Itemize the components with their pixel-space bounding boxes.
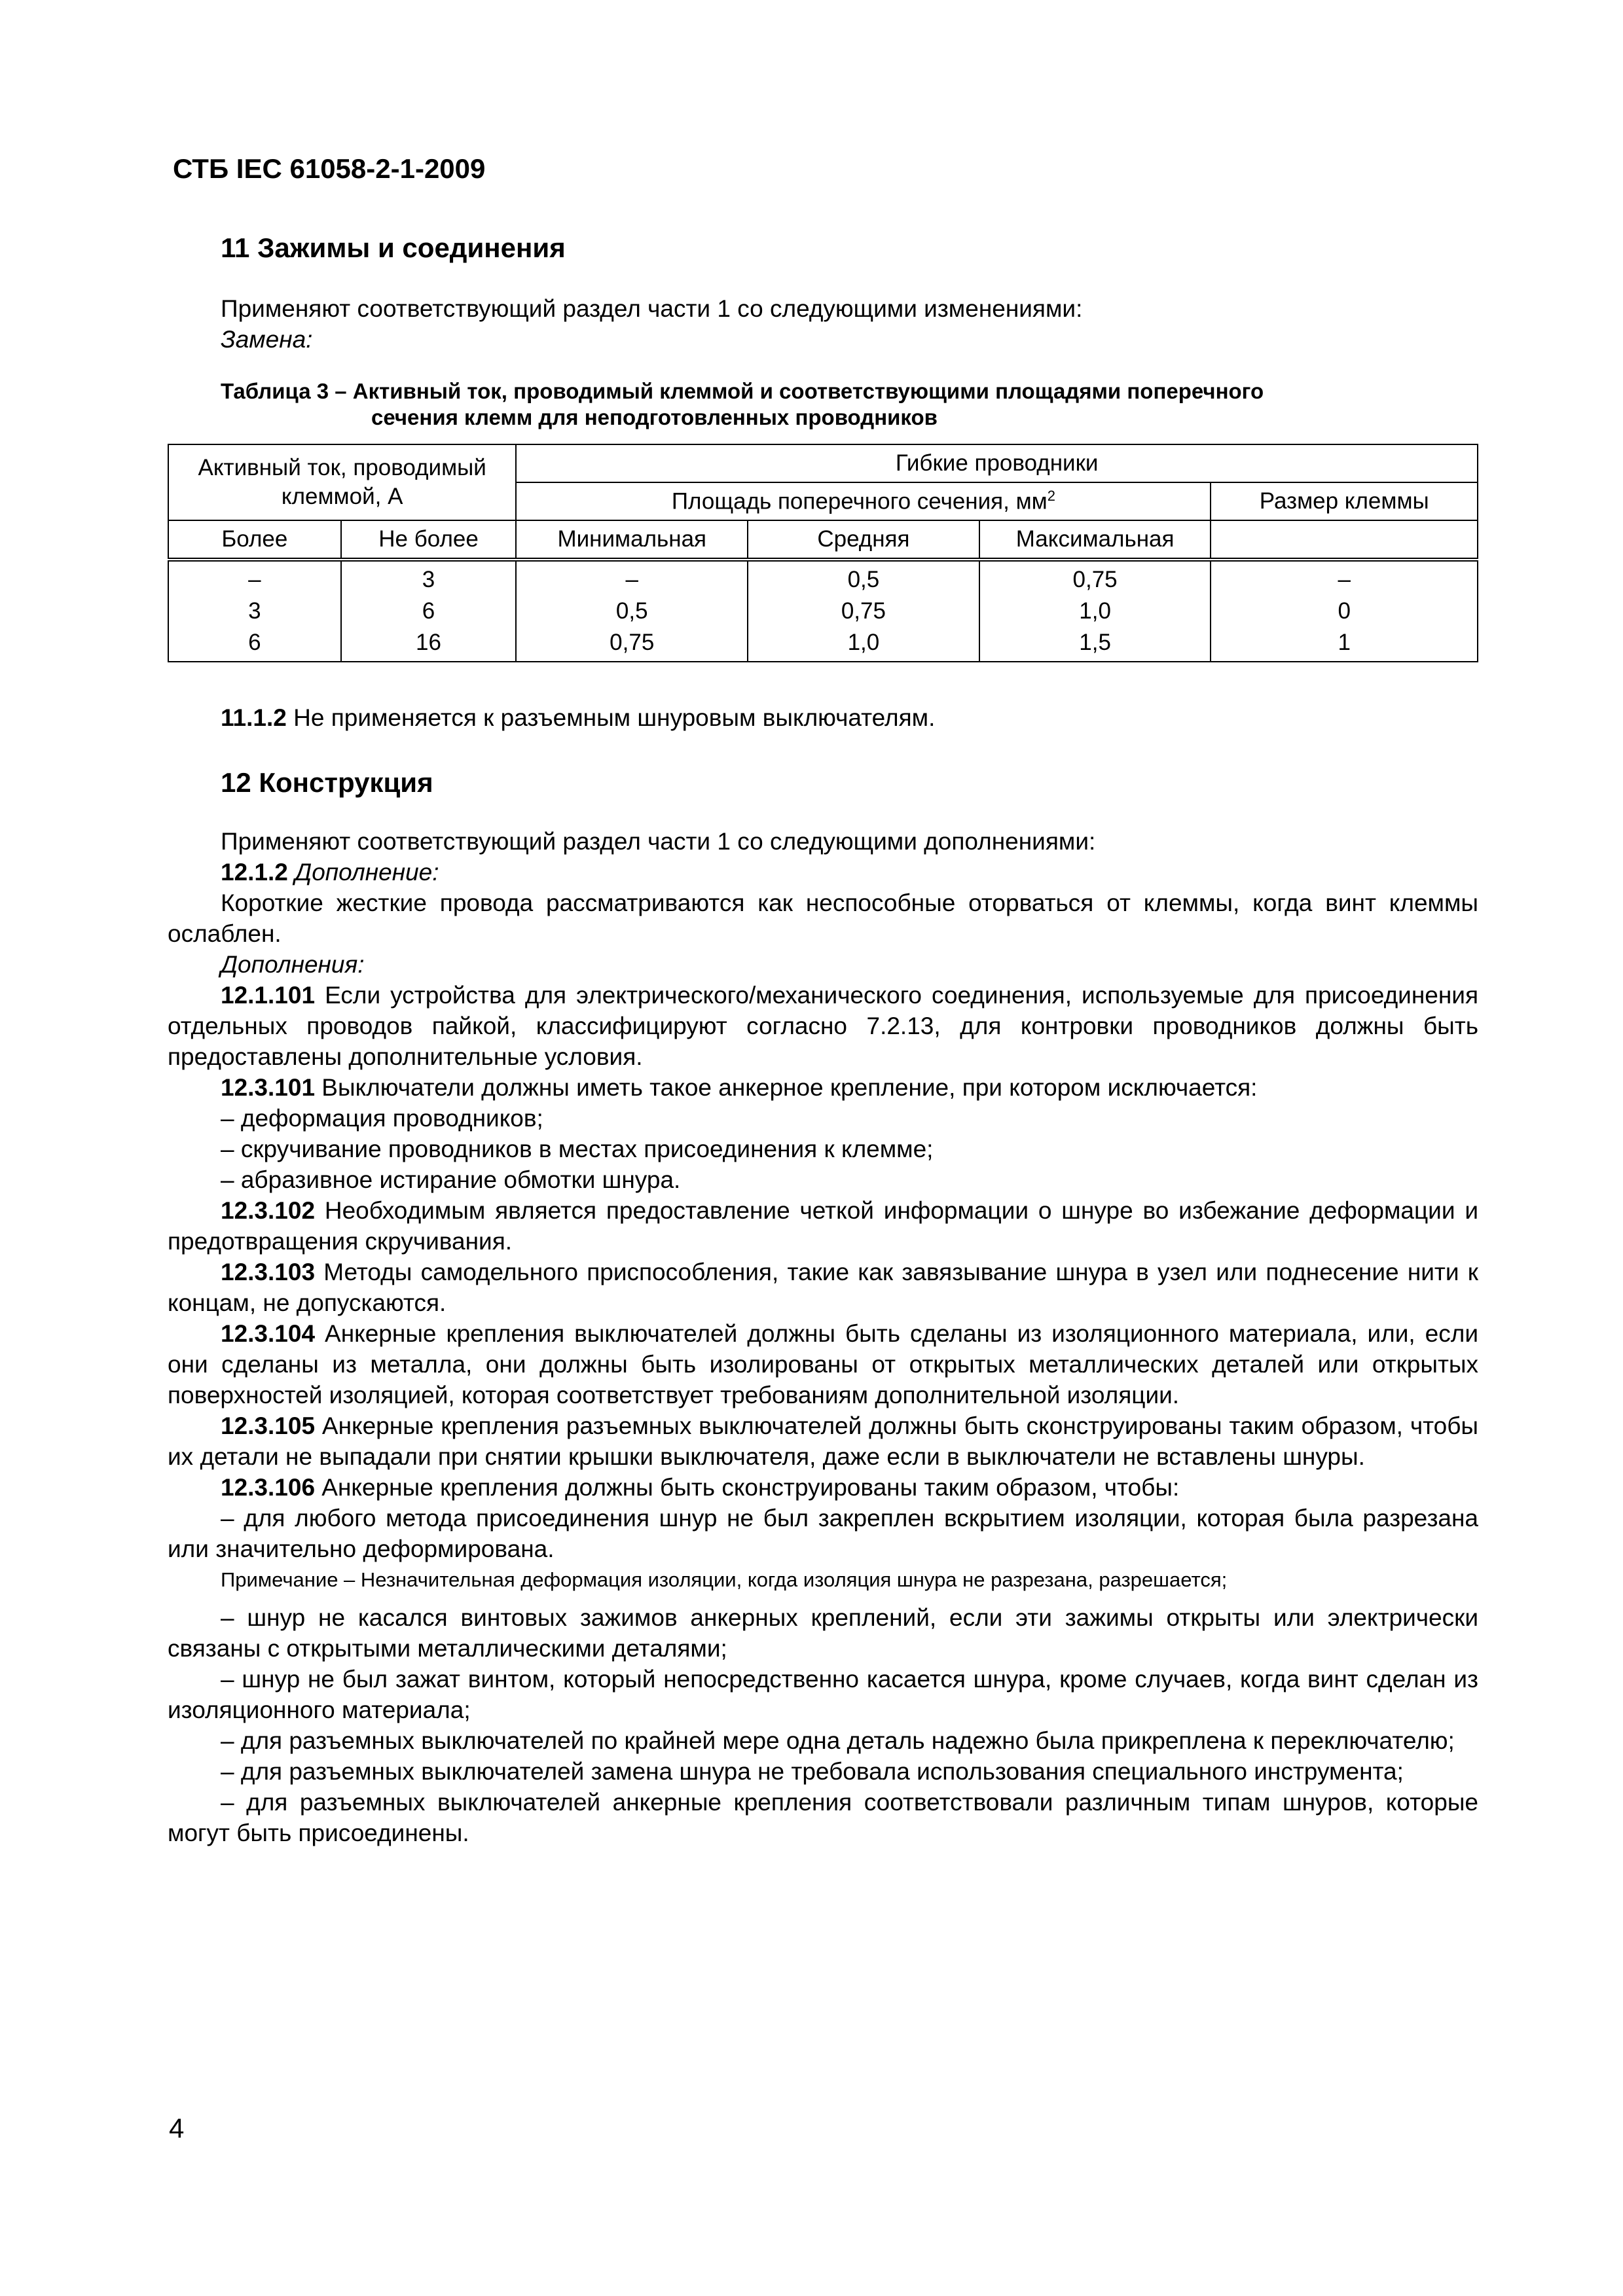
standard-code-header: СТБ IEC 61058-2-1-2009 bbox=[173, 153, 486, 184]
paragraph-12-3-105-text: Анкерные крепления разъемных выключателей должны быть сконструированы таким образом, чтобы их детали не выпадали при снятии крышки выключателя, даже если в выключатели не вставлены шнуры. bbox=[168, 1412, 1478, 1470]
list-item: – скручивание проводников в местах присоединения к клемме; bbox=[221, 1136, 934, 1162]
section-12-body bbox=[168, 826, 1478, 1848]
section-11-intro: Применяют соответствующий раздел части 1 со следующими изменениями: bbox=[221, 295, 1083, 322]
list-item: – для разъемных выключателей замена шнура не требовала использования специального инструмента; bbox=[221, 1758, 1404, 1785]
table-3 bbox=[168, 444, 1478, 662]
cell-more-values: – 3 6 bbox=[168, 560, 341, 662]
table-caption bbox=[221, 378, 1264, 431]
paragraph-11-1-2 bbox=[168, 702, 1478, 733]
cell-not-more-values: 3 6 16 bbox=[341, 560, 517, 662]
paragraph-12-1-2-label: Дополнение: bbox=[287, 859, 439, 886]
paragraph-12-3-103-number: 12.3.103 bbox=[221, 1259, 316, 1285]
paragraph-12-1-101-text: Если устройства для электрического/механического соединения, используемые для присоединения отдельных проводов пайкой, классифицируют согласно 7.2.13, для контровки проводников должны быть предоставлены дополнительные условия. bbox=[168, 982, 1478, 1070]
paragraph-12-3-104-number: 12.3.104 bbox=[221, 1320, 316, 1347]
note: Примечание – Незначительная деформация изоляции, когда изоляция шнура не разрезана, разрешается; bbox=[221, 1568, 1228, 1591]
header-area-text: Площадь поперечного сечения, мм bbox=[671, 488, 1048, 514]
header-flexible: Гибкие проводники bbox=[516, 444, 1478, 482]
col-mid: Средняя bbox=[748, 520, 979, 560]
paragraph-12-3-102-number: 12.3.102 bbox=[221, 1197, 316, 1224]
paragraph-12-3-106-text: Анкерные крепления должны быть сконструированы таким образом, чтобы: bbox=[315, 1474, 1180, 1501]
col-min: Минимальная bbox=[516, 520, 748, 560]
table-caption-line2: сечения клемм для неподготовленных проводников bbox=[371, 405, 938, 429]
paragraph-12-3-105-number: 12.3.105 bbox=[221, 1412, 316, 1439]
paragraph-12-3-102-text: Необходимым является предоставление четкой информации о шнуре во избежание деформации и предотвращения скручивания. bbox=[168, 1197, 1478, 1255]
section-12-title: 12 Конструкция bbox=[221, 767, 433, 798]
cell-mid-values: 0,5 0,75 1,0 bbox=[748, 560, 979, 662]
table-caption-line1: Таблица 3 – Активный ток, проводимый клеммой и соответствующими площадями поперечного bbox=[221, 379, 1264, 403]
section-12-intro: Применяют соответствующий раздел части 1 со следующими дополнениями: bbox=[221, 828, 1096, 855]
paragraph-12-3-106-number: 12.3.106 bbox=[221, 1474, 316, 1501]
paragraph-12-1-2-number: 12.1.2 bbox=[221, 859, 288, 886]
cell-size-values: – 0 1 bbox=[1211, 560, 1478, 662]
paragraph-12-3-104-text: Анкерные крепления выключателей должны быть сделаны из изоляционного материала, или, если они сделаны из металла, они должны быть изолированы от открытых металлических деталей или открытых поверхностей изоляцией, которая соответствует требованиям дополнительной изоляции. bbox=[168, 1320, 1478, 1408]
additions-label: Дополнения: bbox=[221, 951, 365, 978]
header-area bbox=[516, 482, 1211, 520]
list-item: – для разъемных выключателей анкерные крепления соответствовали различным типам шнуров, которые могут быть присоединены. bbox=[168, 1789, 1478, 1846]
replacement-label: Замена: bbox=[221, 326, 313, 353]
list-item: – для разъемных выключателей по крайней мере одна деталь надежно была прикреплена к переключателю; bbox=[221, 1727, 1455, 1754]
paragraph-12-3-101-number: 12.3.101 bbox=[221, 1074, 316, 1101]
list-item: – абразивное истирание обмотки шнура. bbox=[221, 1166, 681, 1193]
paragraph-11-1-2-text: Не применяется к разъемным шнуровым выключателям. bbox=[286, 704, 936, 731]
list-item: – шнур не касался винтовых зажимов анкерных креплений, если эти зажимы открыты или электрически связаны с открытыми металлическими деталями; bbox=[168, 1604, 1478, 1662]
list-item: – для любого метода присоединения шнур не был закреплен вскрытием изоляции, которая была разрезана или значительно деформирована. bbox=[168, 1505, 1478, 1562]
header-current: Активный ток, проводимый клеммой, А bbox=[168, 444, 516, 520]
paragraph-12-1-2-text: Короткие жесткие провода рассматриваются как неспособные оторваться от клеммы, когда винт клеммы ослаблен. bbox=[168, 889, 1478, 947]
cell-max-values: 0,75 1,0 1,5 bbox=[979, 560, 1211, 662]
list-item: – шнур не был зажат винтом, который непосредственно касается шнура, кроме случаев, когда винт сделан из изоляционного материала; bbox=[168, 1666, 1478, 1723]
header-terminal-size: Размер клеммы bbox=[1211, 482, 1478, 520]
col-not-more: Не более bbox=[341, 520, 517, 560]
paragraph-11-1-2-number: 11.1.2 bbox=[221, 704, 287, 731]
cell-min-values: – 0,5 0,75 bbox=[516, 560, 748, 662]
col-size bbox=[1211, 520, 1478, 560]
section-11-title: 11 Зажимы и соединения bbox=[221, 232, 566, 263]
col-max: Максимальная bbox=[979, 520, 1211, 560]
col-more: Более bbox=[168, 520, 341, 560]
section-11-intro-block bbox=[168, 293, 1478, 355]
list-item: – деформация проводников; bbox=[221, 1105, 543, 1132]
paragraph-12-3-103-text: Методы самодельного приспособления, такие как завязывание шнура в узел или поднесение нити к концам, не допускаются. bbox=[168, 1259, 1478, 1316]
paragraph-12-1-101-number: 12.1.101 bbox=[221, 982, 316, 1009]
paragraph-12-3-101-text: Выключатели должны иметь такое анкерное крепление, при котором исключается: bbox=[315, 1074, 1258, 1101]
header-area-sup: 2 bbox=[1047, 488, 1055, 505]
page-number: 4 bbox=[169, 2113, 185, 2144]
